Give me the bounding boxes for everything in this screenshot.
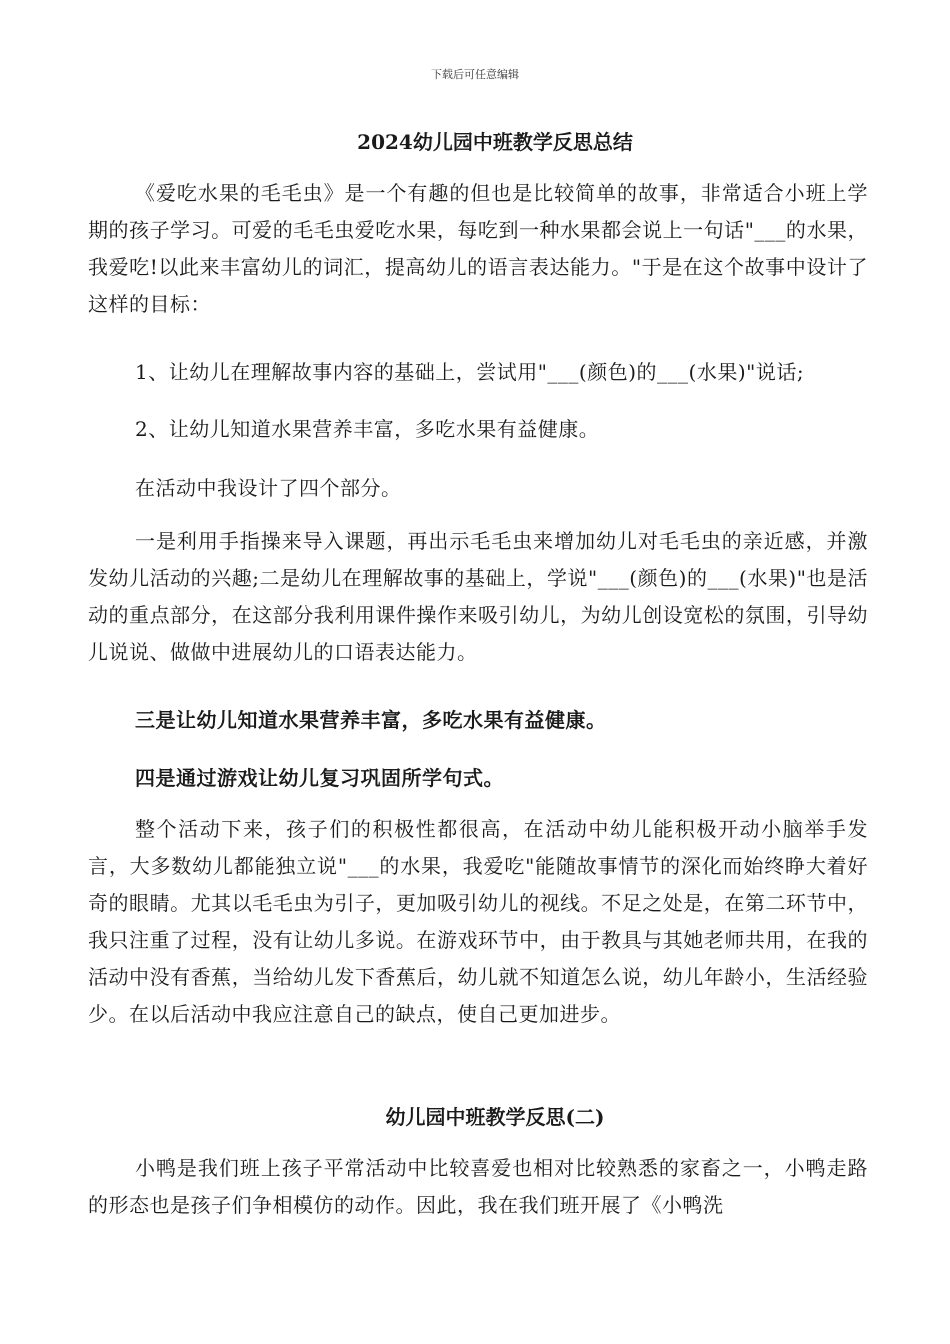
summary-paragraph: 整个活动下来，孩子们的积极性都很高，在活动中幼儿能积极开动小脑举手发言，大多数幼儿都能独立说"___的水果，我爱吃"能随故事情节的深化而始终睁大着好奇的眼睛。尤其以毛毛虫为引子，更加吸引幼儿的视线。不足之处是，在第二环节中，我只注重了过程，没有让幼儿多说。在游戏环节中，由于教具与其她老师共用，在我的活动中没有香蕉，当给幼儿发下香蕉后，幼儿就不知道怎么说，幼儿年龄小，生活经验少。在以后活动中我应注意自己的缺点，使自己更加进步。 — [88, 817, 868, 1026]
section-two-paragraph: 小鸭是我们班上孩子平常活动中比较喜爱也相对比较熟悉的家畜之一，小鸭走路的形态也是孩子们争相模仿的动作。因此，我在我们班开展了《小鸭洗 — [88, 1156, 868, 1217]
part-three: 三是让幼儿知道水果营养丰富，多吃水果有益健康。 — [135, 708, 607, 732]
parts-intro: 在活动中我设计了四个部分。 — [135, 476, 402, 500]
part-four: 四是通过游戏让幼儿复习巩固所学句式。 — [135, 766, 504, 790]
intro-paragraph: 《爱吃水果的毛毛虫》是一个有趣的但也是比较简单的故事，非常适合小班上学期的孩子学习。可爱的毛毛虫爱吃水果，每吃到一种水果都会说上一句话"___的水果，我爱吃!以此来丰富幼儿的词汇，提高幼儿的语言表达能力。"于是在这个故事中设计了这样的目标： — [88, 181, 868, 316]
goal-item-1: 1、让幼儿在理解故事内容的基础上，尝试用"___(颜色)的___(水果)"说话; — [135, 360, 805, 384]
parts-paragraph: 一是利用手指操来导入课题，再出示毛毛虫来增加幼儿对毛毛虫的亲近感，并激发幼儿活动的兴趣;二是幼儿在理解故事的基础上，学说"___(颜色)的___(水果)"也是活动的重点部分，在这部分我利用课件操作来吸引幼儿，为幼儿创设宽松的氛围，引导幼儿说说、做做中进展幼儿的口语表达能力。 — [88, 529, 868, 664]
goal-item-2: 2、让幼儿知道水果营养丰富，多吃水果有益健康。 — [135, 417, 600, 441]
header-note: 下载后可任意编辑 — [431, 68, 519, 81]
section-two-title: 幼儿园中班教学反思(二) — [385, 1105, 605, 1129]
document-title: 2024幼儿园中班教学反思总结 — [357, 130, 633, 154]
